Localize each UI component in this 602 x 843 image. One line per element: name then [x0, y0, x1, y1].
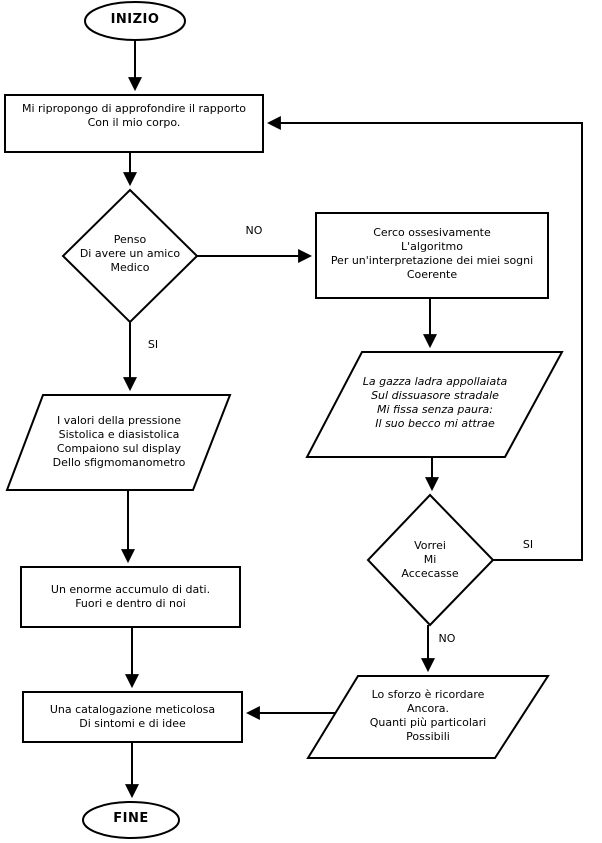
gazza-io-text: La gazza ladra appollaiata Sul dissuasore stradale Mi fissa senza paura: Il suo becco mi attrae	[362, 375, 508, 430]
catalogazione-box-text: Una catalogazione meticolosa Di sintomi e di idee	[49, 703, 216, 730]
decision1-text: Penso Di avere un amico Medico	[79, 233, 181, 274]
pressione-io-text: I valori della pressione Sistolica e diasistolica Compaiono sul display Dello sfigmomanometro	[52, 414, 186, 469]
branch-label-no1: NO	[245, 224, 263, 237]
accumulo-box-text: Un enorme accumulo di dati. Fuori e dentro di noi	[50, 583, 211, 610]
search-box-text: Cerco ossesivamente L'algoritmo Per un'interpretazione dei miei sogni Coerente	[330, 226, 534, 281]
start-terminator-label: INIZIO	[110, 12, 160, 27]
arrow-decision2-si-loop	[269, 123, 582, 560]
decision2-text: Vorrei Mi Accecasse	[401, 539, 459, 580]
branch-label-si1: SI	[147, 338, 159, 351]
branch-label-si2: SI	[522, 538, 534, 551]
branch-label-no2: NO	[438, 632, 456, 645]
sforzo-io-text: Lo sforzo è ricordare Ancora. Quanti più particolari Possibili	[369, 688, 487, 743]
intent-box-text: Mi ripropongo di approfondire il rapporto Con il mio corpo.	[21, 102, 247, 129]
end-terminator-label: FINE	[113, 811, 149, 826]
